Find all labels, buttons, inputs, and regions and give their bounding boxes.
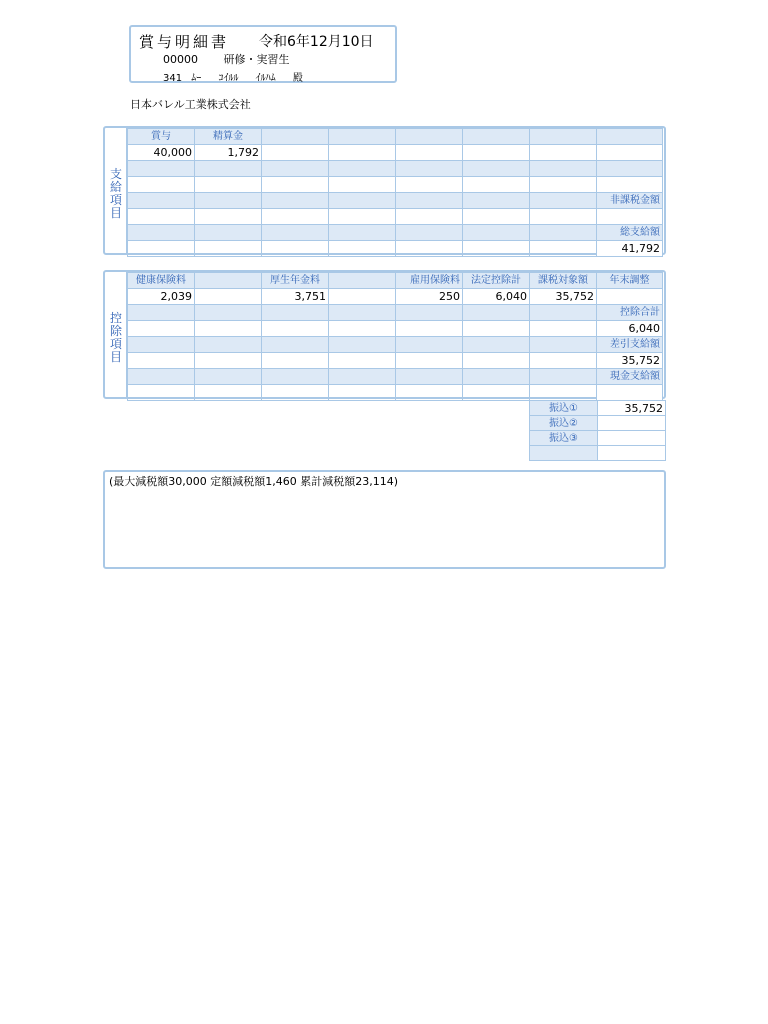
payments-table [127, 128, 663, 257]
pension-label: 厚生年金料 [262, 273, 329, 289]
transfer-row [530, 401, 666, 416]
honorific: 殿 [292, 73, 303, 84]
settlement-value: 1,792 [195, 145, 262, 161]
transfer-3-label: 振込③ [530, 431, 598, 446]
payments-panel [103, 126, 666, 255]
transfer-row [530, 431, 666, 446]
tax-reduction-note: (最大減税額30,000 定額減税額1,460 累計減税額23,114) [109, 475, 399, 488]
name-line [163, 69, 303, 84]
cash-pay-value [597, 385, 663, 401]
statutory-total-label: 法定控除計 [463, 273, 530, 289]
deductions-table [127, 272, 663, 401]
deductions-side-label: 控 除 項 目 [105, 272, 127, 397]
non-taxable-value [597, 209, 663, 225]
employment-insurance-label: 雇用保険料 [396, 273, 463, 289]
document-title: 賞与明細書 [139, 33, 230, 51]
employee-line [163, 51, 290, 67]
deductions-value-row [128, 289, 663, 305]
employee-name-part1: ﾑｰ [191, 73, 202, 84]
employment-insurance-value: 250 [396, 289, 463, 305]
total-pay-value: 41,792 [597, 241, 663, 257]
transfer-1-value: 35,752 [598, 401, 666, 416]
header-box [129, 25, 397, 83]
deduction-total-label: 控除合計 [597, 305, 663, 321]
cash-pay-label: 現金支給額 [597, 369, 663, 385]
bonus-value: 40,000 [128, 145, 195, 161]
net-pay-label: 差引支給額 [597, 337, 663, 353]
total-pay-label: 総支給額 [597, 225, 663, 241]
department: 研修・実習生 [223, 53, 290, 66]
issue-date: 令和6年12月10日 [259, 34, 374, 50]
transfer-table [529, 400, 666, 461]
payments-value-row [128, 145, 663, 161]
bonus-label: 賞与 [128, 129, 195, 145]
deductions-label-row [128, 273, 663, 289]
statutory-total-value: 6,040 [463, 289, 530, 305]
transfer-3-value [598, 431, 666, 446]
deduction-total-value: 6,040 [597, 321, 663, 337]
net-pay-value: 35,752 [597, 353, 663, 369]
transfer-1-label: 振込① [530, 401, 598, 416]
transfer-2-value [598, 416, 666, 431]
settlement-label: 精算金 [195, 129, 262, 145]
taxable-amount-label: 課税対象額 [530, 273, 597, 289]
year-end-adjustment-label: 年末調整 [597, 273, 663, 289]
company-name: 日本バレル工業株式会社 [130, 98, 251, 111]
transfer-row [530, 446, 666, 461]
health-insurance-label: 健康保険料 [128, 273, 195, 289]
notes-box [103, 470, 666, 569]
payments-side-label: 支 給 項 目 [105, 128, 127, 253]
deductions-panel [103, 270, 666, 399]
payments-label-row [128, 129, 663, 145]
health-insurance-value: 2,039 [128, 289, 195, 305]
pension-value: 3,751 [262, 289, 329, 305]
employee-name-part2: ｺｲﾙﾙ [218, 73, 239, 84]
taxable-amount-value: 35,752 [530, 289, 597, 305]
transfer-2-label: 振込② [530, 416, 598, 431]
employee-no: 341 [163, 73, 183, 84]
non-taxable-label: 非課税金額 [597, 193, 663, 209]
transfer-row [530, 416, 666, 431]
employee-name-part3: ｲﾙﾊﾑ [255, 73, 276, 84]
employee-code: 00000 [163, 53, 198, 66]
year-end-adjustment-value [597, 289, 663, 305]
